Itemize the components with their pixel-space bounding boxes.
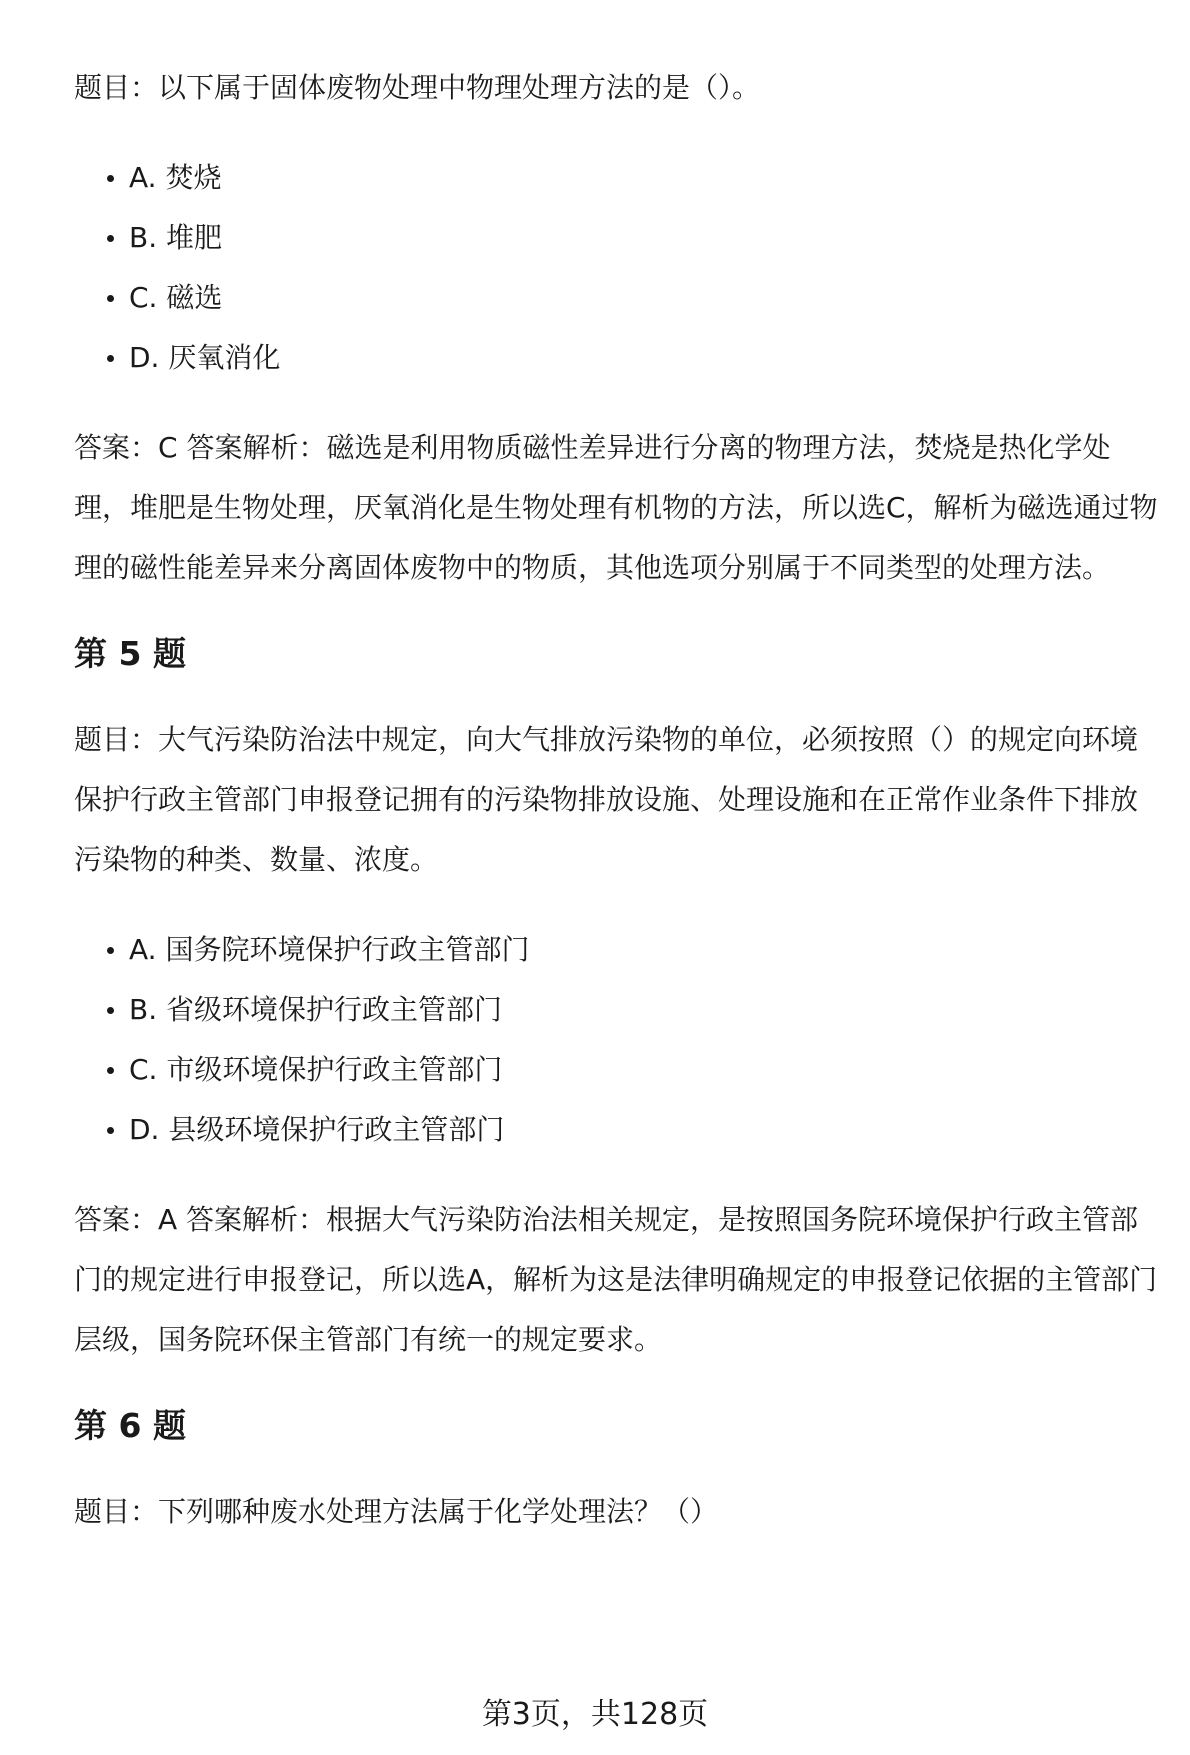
question-5-heading: 第 5 题 (74, 634, 186, 673)
question-6-text: 题目：下列哪种废水处理方法属于化学处理法？（） (74, 1495, 719, 1528)
option-d: D. 厌氧消化 (74, 328, 1164, 388)
question-4-text: 题目：以下属于固体废物处理中物理处理方法的是（）。 (74, 71, 761, 104)
option-c: C. 磁选 (74, 268, 1164, 328)
question-5-text: 题目：大气污染防治法中规定，向大气排放污染物的单位，必须按照（）的规定向环境保护行政主管部门申报登记拥有的污染物排放设施、处理设施和在正常作业条件下排放污染物的种类、数量、浓度。 (74, 723, 1139, 876)
option-d: D. 县级环境保护行政主管部门 (74, 1100, 1164, 1160)
page-number: 第3页，共128页 (481, 1697, 709, 1732)
question-5-options (74, 920, 1164, 1160)
question-5-answer: 答案：A 答案解析：根据大气污染防治法相关规定，是按照国务院环境保护行政主管部门的规定进行申报登记，所以选A，解析为这是法律明确规定的申报登记依据的主管部门层级，国务院环保主管部门有统一的规定要求。 (74, 1203, 1158, 1356)
page-content (74, 58, 1164, 1542)
option-b: B. 堆肥 (74, 208, 1164, 268)
option-a: A. 焚烧 (74, 148, 1164, 208)
option-a: A. 国务院环境保护行政主管部门 (74, 920, 1164, 980)
question-6-heading: 第 6 题 (74, 1406, 186, 1445)
question-4-answer: 答案：C 答案解析：磁选是利用物质磁性差异进行分离的物理方法，焚烧是热化学处理，堆肥是生物处理，厌氧消化是生物处理有机物的方法，所以选C，解析为磁选通过物理的磁性能差异来分离固体废物中的物质，其他选项分别属于不同类型的处理方法。 (74, 431, 1158, 584)
question-4-options (74, 148, 1164, 388)
option-b: B. 省级环境保护行政主管部门 (74, 980, 1164, 1040)
option-c: C. 市级环境保护行政主管部门 (74, 1040, 1164, 1100)
